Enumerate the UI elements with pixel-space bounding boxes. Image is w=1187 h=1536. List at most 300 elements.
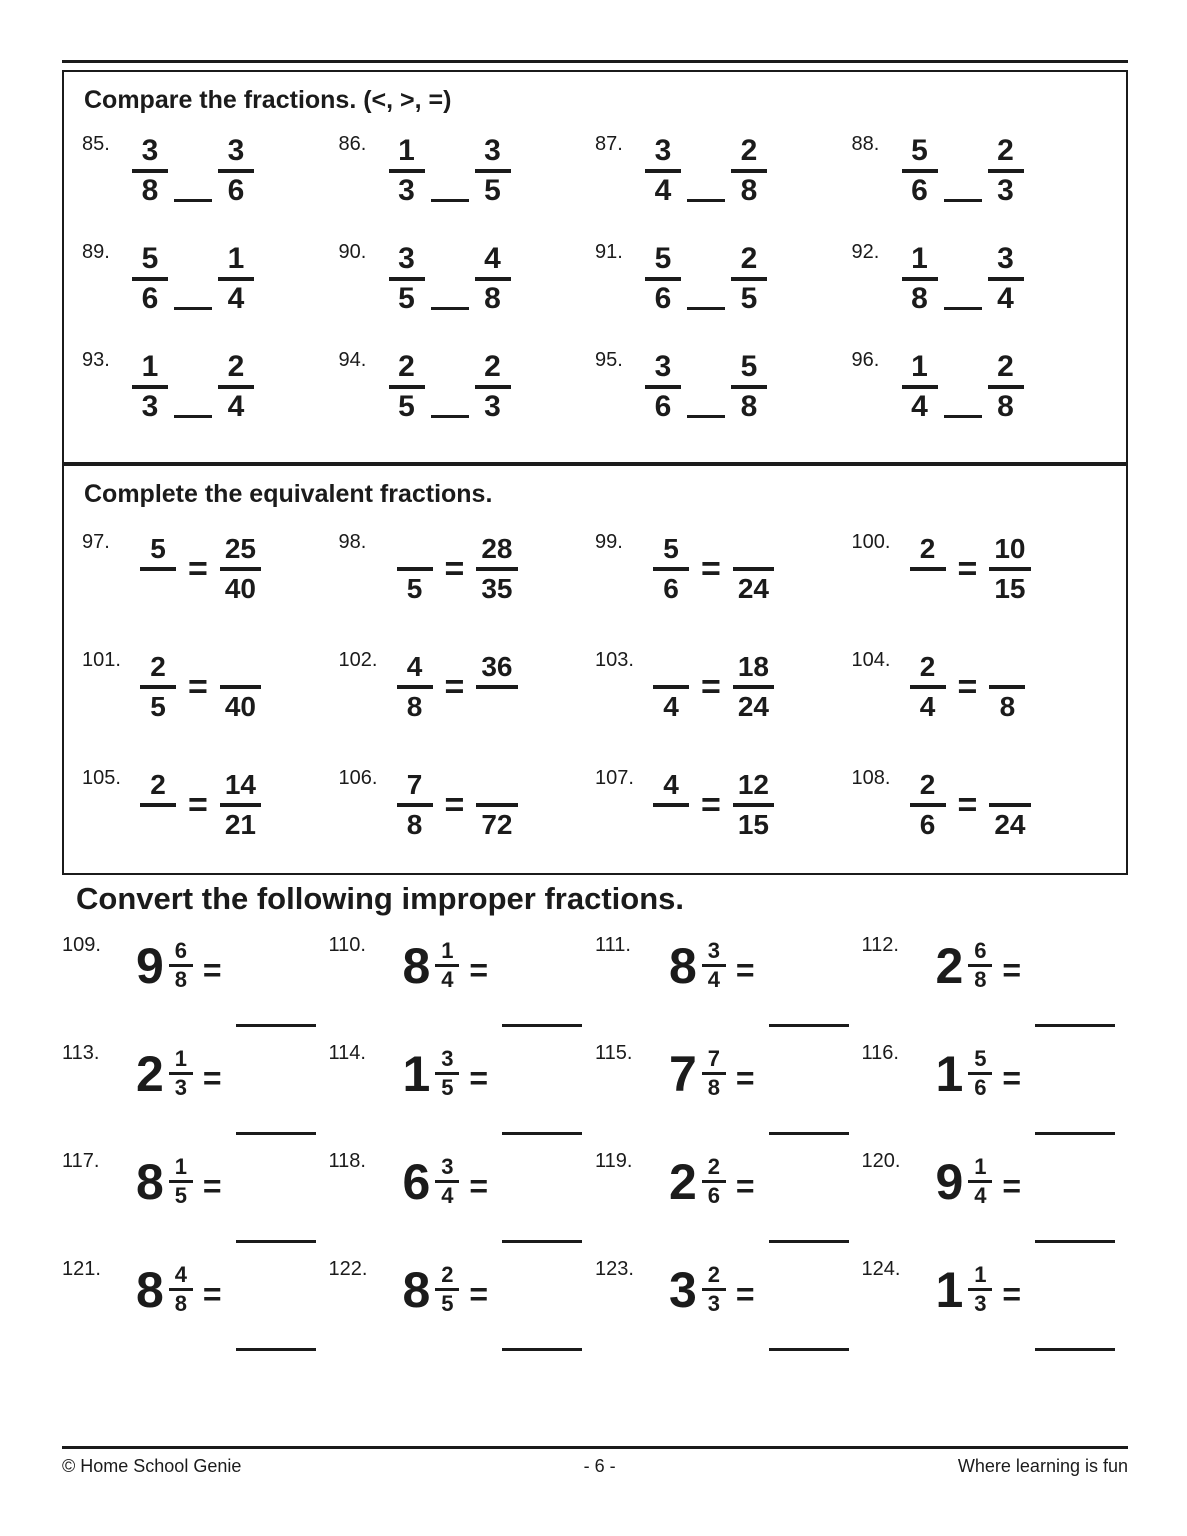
equals-sign: =	[444, 667, 465, 706]
problem-number: 120.	[861, 1150, 901, 1173]
problem-number: 92.	[851, 240, 880, 263]
equals-sign: =	[188, 785, 208, 824]
numerator: 2	[227, 349, 245, 383]
denominator: 3	[707, 1291, 720, 1317]
equals-sign: =	[957, 785, 978, 824]
section-equivalent-fractions	[62, 462, 1128, 875]
denominator: 8	[406, 808, 423, 840]
answer-blank	[236, 1348, 316, 1351]
section-compare-fractions	[62, 70, 1128, 462]
answer-blank	[769, 1132, 849, 1135]
whole-number: 7	[669, 1045, 697, 1102]
fraction-left	[653, 767, 689, 843]
equals-sign: =	[1002, 1276, 1021, 1313]
answer-blank	[1035, 1132, 1115, 1135]
page-footer	[62, 1456, 1128, 1477]
whole-number: 1	[402, 1045, 431, 1102]
fraction-left	[397, 649, 433, 725]
denominator: 5	[441, 1291, 454, 1317]
problem-number: 105.	[82, 766, 121, 789]
answer-blank	[944, 199, 982, 202]
denominator: 4	[441, 967, 454, 993]
denominator: 6	[654, 389, 672, 423]
denominator: 24	[737, 690, 770, 722]
equation-body	[397, 649, 518, 725]
equals-sign: =	[202, 952, 222, 989]
whole-number: 9	[136, 937, 164, 994]
equals-sign: =	[735, 952, 755, 989]
numerator: 2	[398, 349, 415, 383]
convert-problem	[62, 1042, 329, 1142]
fraction-part	[968, 1046, 992, 1101]
numerator: 3	[484, 133, 501, 167]
problem-number: 94.	[338, 348, 367, 371]
answer-blank	[687, 415, 725, 418]
equals-sign: =	[444, 785, 465, 824]
numerator: 1	[441, 938, 454, 964]
mixed-number	[136, 1154, 193, 1209]
fraction-left	[910, 767, 946, 843]
denominator: 4	[663, 690, 679, 722]
answer-blank	[1035, 1240, 1115, 1243]
equals-sign: =	[1002, 952, 1021, 989]
fraction-part	[435, 1154, 459, 1209]
denominator	[653, 807, 689, 843]
mixed-number	[136, 1262, 193, 1317]
denominator: 5	[174, 1183, 187, 1209]
problem-number: 85.	[82, 132, 110, 155]
problem-number: 88.	[851, 132, 880, 155]
answer-blank	[236, 1024, 316, 1027]
denominator: 40	[224, 690, 257, 722]
whole-number: 8	[136, 1153, 164, 1210]
numerator: 2	[441, 1262, 454, 1288]
denominator: 8	[707, 1075, 720, 1101]
equals-sign: =	[444, 549, 465, 588]
fraction-right	[731, 349, 767, 425]
denominator: 8	[406, 690, 423, 722]
denominator: 5	[484, 173, 501, 207]
denominator: 8	[174, 967, 187, 993]
whole-number: 8	[136, 1261, 164, 1318]
equation-body	[653, 767, 774, 843]
numerator: 1	[174, 1046, 187, 1072]
denominator: 3	[398, 173, 415, 207]
denominator: 24	[994, 808, 1026, 840]
denominator: 72	[481, 808, 513, 840]
equals-sign: =	[957, 667, 978, 706]
fraction-right	[475, 133, 511, 209]
section-convert-improper	[62, 882, 1128, 1358]
compare-problem	[852, 133, 1109, 209]
problem-number: 108.	[851, 766, 891, 789]
numerator: 2	[919, 650, 936, 682]
equals-sign: =	[1002, 1168, 1021, 1205]
denominator: 4	[997, 281, 1014, 315]
mixed-number	[936, 1046, 993, 1101]
equivalent-problem	[339, 767, 596, 843]
answer-blank	[769, 1240, 849, 1243]
denominator: 21	[224, 808, 257, 840]
fraction-left	[910, 531, 946, 607]
equivalent-problem	[82, 767, 339, 843]
numerator: 1	[141, 349, 159, 383]
numerator: 5	[740, 349, 758, 383]
answer-blank	[502, 1132, 582, 1135]
fraction-left	[910, 649, 946, 725]
fraction-left	[902, 133, 938, 209]
convert-section-title: Convert the following improper fractions.	[76, 881, 684, 916]
denominator: 35	[481, 572, 513, 604]
numerator: 3	[398, 241, 415, 275]
equivalent-problem	[852, 767, 1109, 843]
convert-problem	[595, 1042, 862, 1142]
fraction-left	[140, 649, 176, 725]
fraction-left	[645, 241, 681, 317]
numerator: 1	[911, 349, 928, 383]
answer-blank	[769, 1348, 849, 1351]
fraction-left	[389, 133, 425, 209]
equals-sign: =	[957, 549, 978, 588]
compare-problems-grid	[82, 133, 1108, 425]
whole-number: 1	[935, 1261, 964, 1318]
numerator	[735, 531, 771, 567]
answer-blank	[502, 1024, 582, 1027]
fraction-part	[169, 1262, 193, 1317]
problem-number: 107.	[595, 766, 634, 789]
problem-number: 90.	[338, 240, 367, 263]
denominator: 5	[150, 690, 166, 722]
denominator: 8	[740, 389, 758, 423]
footer-rule	[62, 1446, 1128, 1449]
equivalent-problem	[852, 649, 1109, 725]
fraction-right	[476, 649, 517, 725]
problem-number: 96.	[851, 348, 880, 371]
mixed-number	[669, 1046, 726, 1101]
equivalent-problem	[339, 649, 596, 725]
denominator: 4	[974, 1183, 987, 1209]
numerator: 2	[150, 768, 166, 800]
equation-body	[653, 531, 774, 607]
convert-problem	[595, 1258, 862, 1358]
denominator	[140, 571, 176, 607]
compare-section-title: Compare the fractions. (<, >, =)	[84, 86, 452, 114]
answer-blank	[687, 307, 725, 310]
fraction-right	[476, 531, 517, 607]
problem-number: 122.	[328, 1258, 368, 1281]
fraction-left	[132, 241, 168, 317]
numerator: 2	[484, 349, 501, 383]
numerator: 4	[484, 241, 501, 275]
denominator: 8	[141, 173, 159, 207]
convert-problem	[62, 1150, 329, 1250]
fraction-part	[702, 938, 726, 993]
fraction-right	[988, 241, 1024, 317]
numerator: 5	[141, 241, 159, 275]
fraction-right	[218, 133, 254, 209]
equals-sign: =	[701, 667, 721, 706]
numerator: 3	[997, 241, 1014, 275]
compare-problem	[339, 133, 596, 209]
numerator: 25	[224, 532, 257, 564]
problem-number: 99.	[595, 530, 623, 553]
convert-problem	[62, 1258, 329, 1358]
numerator: 3	[441, 1154, 454, 1180]
compare-problem	[339, 349, 596, 425]
numerator: 5	[974, 1046, 987, 1072]
equals-sign: =	[469, 1276, 488, 1313]
equivalent-problem	[595, 649, 852, 725]
equation-body	[397, 767, 518, 843]
fraction-left	[902, 241, 938, 317]
mixed-number	[403, 1262, 460, 1317]
fraction-part	[968, 938, 992, 993]
footer-tagline: Where learning is fun	[957, 1456, 1128, 1476]
denominator: 4	[654, 173, 672, 207]
numerator: 5	[911, 133, 928, 167]
equation-body	[910, 531, 1031, 607]
equals-sign: =	[469, 1168, 488, 1205]
convert-problem	[595, 934, 862, 1034]
numerator: 3	[227, 133, 245, 167]
problem-number: 124.	[861, 1258, 901, 1281]
convert-problem	[862, 934, 1129, 1034]
numerator: 4	[406, 650, 423, 682]
fraction-part	[702, 1262, 726, 1317]
denominator: 8	[174, 1291, 187, 1317]
fraction-right	[475, 241, 511, 317]
numerator: 3	[707, 938, 720, 964]
denominator: 6	[141, 281, 159, 315]
equals-sign: =	[735, 1276, 755, 1313]
denominator: 6	[707, 1183, 720, 1209]
numerator: 2	[919, 532, 936, 564]
problem-number: 110.	[328, 934, 366, 957]
denominator: 6	[227, 173, 245, 207]
equivalent-problem	[82, 649, 339, 725]
fraction-left	[653, 531, 689, 607]
compare-problem	[82, 349, 339, 425]
compare-problem	[852, 349, 1109, 425]
fraction-left	[132, 133, 168, 209]
compare-problem	[339, 241, 596, 317]
answer-blank	[944, 307, 982, 310]
denominator: 40	[224, 572, 257, 604]
equation-body	[653, 649, 774, 725]
fraction-right	[988, 133, 1024, 209]
denominator	[479, 689, 515, 725]
convert-problem	[862, 1150, 1129, 1250]
problem-number: 112.	[861, 934, 899, 957]
equation-body	[397, 531, 518, 607]
whole-number: 3	[669, 1261, 697, 1318]
numerator: 6	[974, 938, 987, 964]
problem-number: 118.	[328, 1150, 366, 1173]
mixed-number	[403, 1154, 460, 1209]
equals-sign: =	[188, 549, 208, 588]
answer-blank	[174, 307, 212, 310]
problem-number: 87.	[595, 132, 623, 155]
problem-number: 95.	[595, 348, 623, 371]
fraction-left	[132, 349, 168, 425]
answer-blank	[1035, 1348, 1115, 1351]
whole-number: 8	[669, 937, 697, 994]
fraction-right	[733, 649, 774, 725]
equals-sign: =	[202, 1168, 222, 1205]
denominator: 5	[398, 281, 415, 315]
numerator: 4	[174, 1262, 187, 1288]
numerator: 10	[994, 532, 1026, 564]
fraction-part	[169, 938, 193, 993]
whole-number: 9	[935, 1153, 964, 1210]
problem-number: 113.	[62, 1042, 100, 1065]
equals-sign: =	[469, 952, 488, 989]
problem-number: 91.	[595, 240, 623, 263]
answer-blank	[687, 199, 725, 202]
convert-problem	[595, 1150, 862, 1250]
mixed-number	[936, 1154, 993, 1209]
denominator: 8	[484, 281, 501, 315]
denominator: 4	[911, 389, 928, 423]
problem-number: 116.	[861, 1042, 899, 1065]
problem-number: 111.	[595, 934, 631, 957]
equivalent-section-title: Complete the equivalent fractions.	[84, 480, 493, 508]
numerator: 5	[663, 532, 679, 564]
mixed-number	[936, 938, 993, 993]
denominator: 8	[911, 281, 928, 315]
mixed-number	[136, 938, 193, 993]
mixed-number	[669, 1154, 726, 1209]
whole-number: 2	[935, 937, 964, 994]
whole-number: 6	[402, 1153, 431, 1210]
denominator: 6	[654, 281, 672, 315]
denominator: 8	[999, 690, 1016, 722]
equals-sign: =	[735, 1168, 755, 1205]
answer-blank	[431, 307, 469, 310]
fraction-part	[968, 1262, 992, 1317]
numerator: 2	[997, 349, 1014, 383]
denominator: 6	[919, 808, 936, 840]
compare-problem	[595, 133, 852, 209]
denominator: 8	[974, 967, 987, 993]
numerator: 3	[141, 133, 159, 167]
fraction-right	[989, 649, 1025, 725]
numerator	[222, 649, 258, 685]
answer-blank	[431, 415, 469, 418]
denominator: 24	[737, 572, 770, 604]
problem-number: 86.	[338, 132, 367, 155]
fraction-right	[476, 767, 517, 843]
numerator: 2	[997, 133, 1014, 167]
numerator: 12	[737, 768, 770, 800]
numerator: 3	[654, 133, 672, 167]
answer-blank	[1035, 1024, 1115, 1027]
fraction-right	[218, 241, 254, 317]
convert-problem	[62, 934, 329, 1034]
numerator: 14	[224, 768, 257, 800]
fraction-right	[733, 531, 774, 607]
convert-problem	[329, 1042, 596, 1142]
answer-blank	[502, 1348, 582, 1351]
mixed-number	[936, 1262, 993, 1317]
fraction-part	[435, 938, 459, 993]
fraction-left	[902, 349, 938, 425]
whole-number: 8	[402, 937, 431, 994]
denominator: 3	[974, 1291, 987, 1317]
denominator: 4	[919, 690, 936, 722]
answer-blank	[174, 415, 212, 418]
fraction-part	[702, 1046, 726, 1101]
denominator: 5	[398, 389, 415, 423]
convert-problem	[329, 934, 596, 1034]
numerator	[653, 649, 689, 685]
mixed-number	[403, 938, 460, 993]
compare-problem	[595, 241, 852, 317]
problem-number: 117.	[62, 1150, 100, 1173]
numerator	[397, 531, 433, 567]
denominator: 4	[227, 389, 245, 423]
denominator: 5	[441, 1075, 454, 1101]
answer-blank	[236, 1132, 316, 1135]
compare-problem	[595, 349, 852, 425]
fraction-left	[645, 133, 681, 209]
fraction-right	[475, 349, 511, 425]
problem-number: 101.	[82, 648, 121, 671]
numerator	[989, 649, 1025, 685]
equivalent-problem	[852, 531, 1109, 607]
fraction-left	[140, 767, 176, 843]
numerator: 2	[707, 1154, 720, 1180]
mixed-number	[669, 1262, 726, 1317]
denominator: 3	[484, 389, 501, 423]
fraction-right	[988, 349, 1024, 425]
denominator: 15	[994, 572, 1026, 604]
answer-blank	[174, 199, 212, 202]
equals-sign: =	[701, 785, 721, 824]
fraction-part	[169, 1154, 193, 1209]
numerator: 2	[919, 768, 936, 800]
fraction-left	[653, 649, 689, 725]
equals-sign: =	[202, 1276, 222, 1313]
problem-number: 123.	[595, 1258, 634, 1281]
problem-number: 93.	[82, 348, 110, 371]
numerator: 5	[654, 241, 672, 275]
equation-body	[140, 531, 261, 607]
footer-page-number: - 6 -	[583, 1456, 616, 1476]
equals-sign: =	[735, 1060, 755, 1097]
compare-problem	[852, 241, 1109, 317]
equals-sign: =	[701, 549, 721, 588]
mixed-number	[136, 1046, 193, 1101]
numerator: 2	[707, 1262, 720, 1288]
convert-problem	[862, 1042, 1129, 1142]
fraction-part	[968, 1154, 992, 1209]
denominator: 6	[974, 1075, 987, 1101]
denominator: 6	[911, 173, 928, 207]
equation-body	[140, 767, 261, 843]
fraction-right	[989, 767, 1030, 843]
problem-number: 100.	[851, 530, 891, 553]
answer-blank	[944, 415, 982, 418]
problem-number: 121.	[62, 1258, 101, 1281]
fraction-part	[435, 1262, 459, 1317]
denominator: 8	[997, 389, 1014, 423]
equivalent-problem	[339, 531, 596, 607]
numerator: 5	[150, 532, 166, 564]
answer-blank	[431, 199, 469, 202]
convert-problem	[329, 1258, 596, 1358]
convert-problem	[862, 1258, 1129, 1358]
